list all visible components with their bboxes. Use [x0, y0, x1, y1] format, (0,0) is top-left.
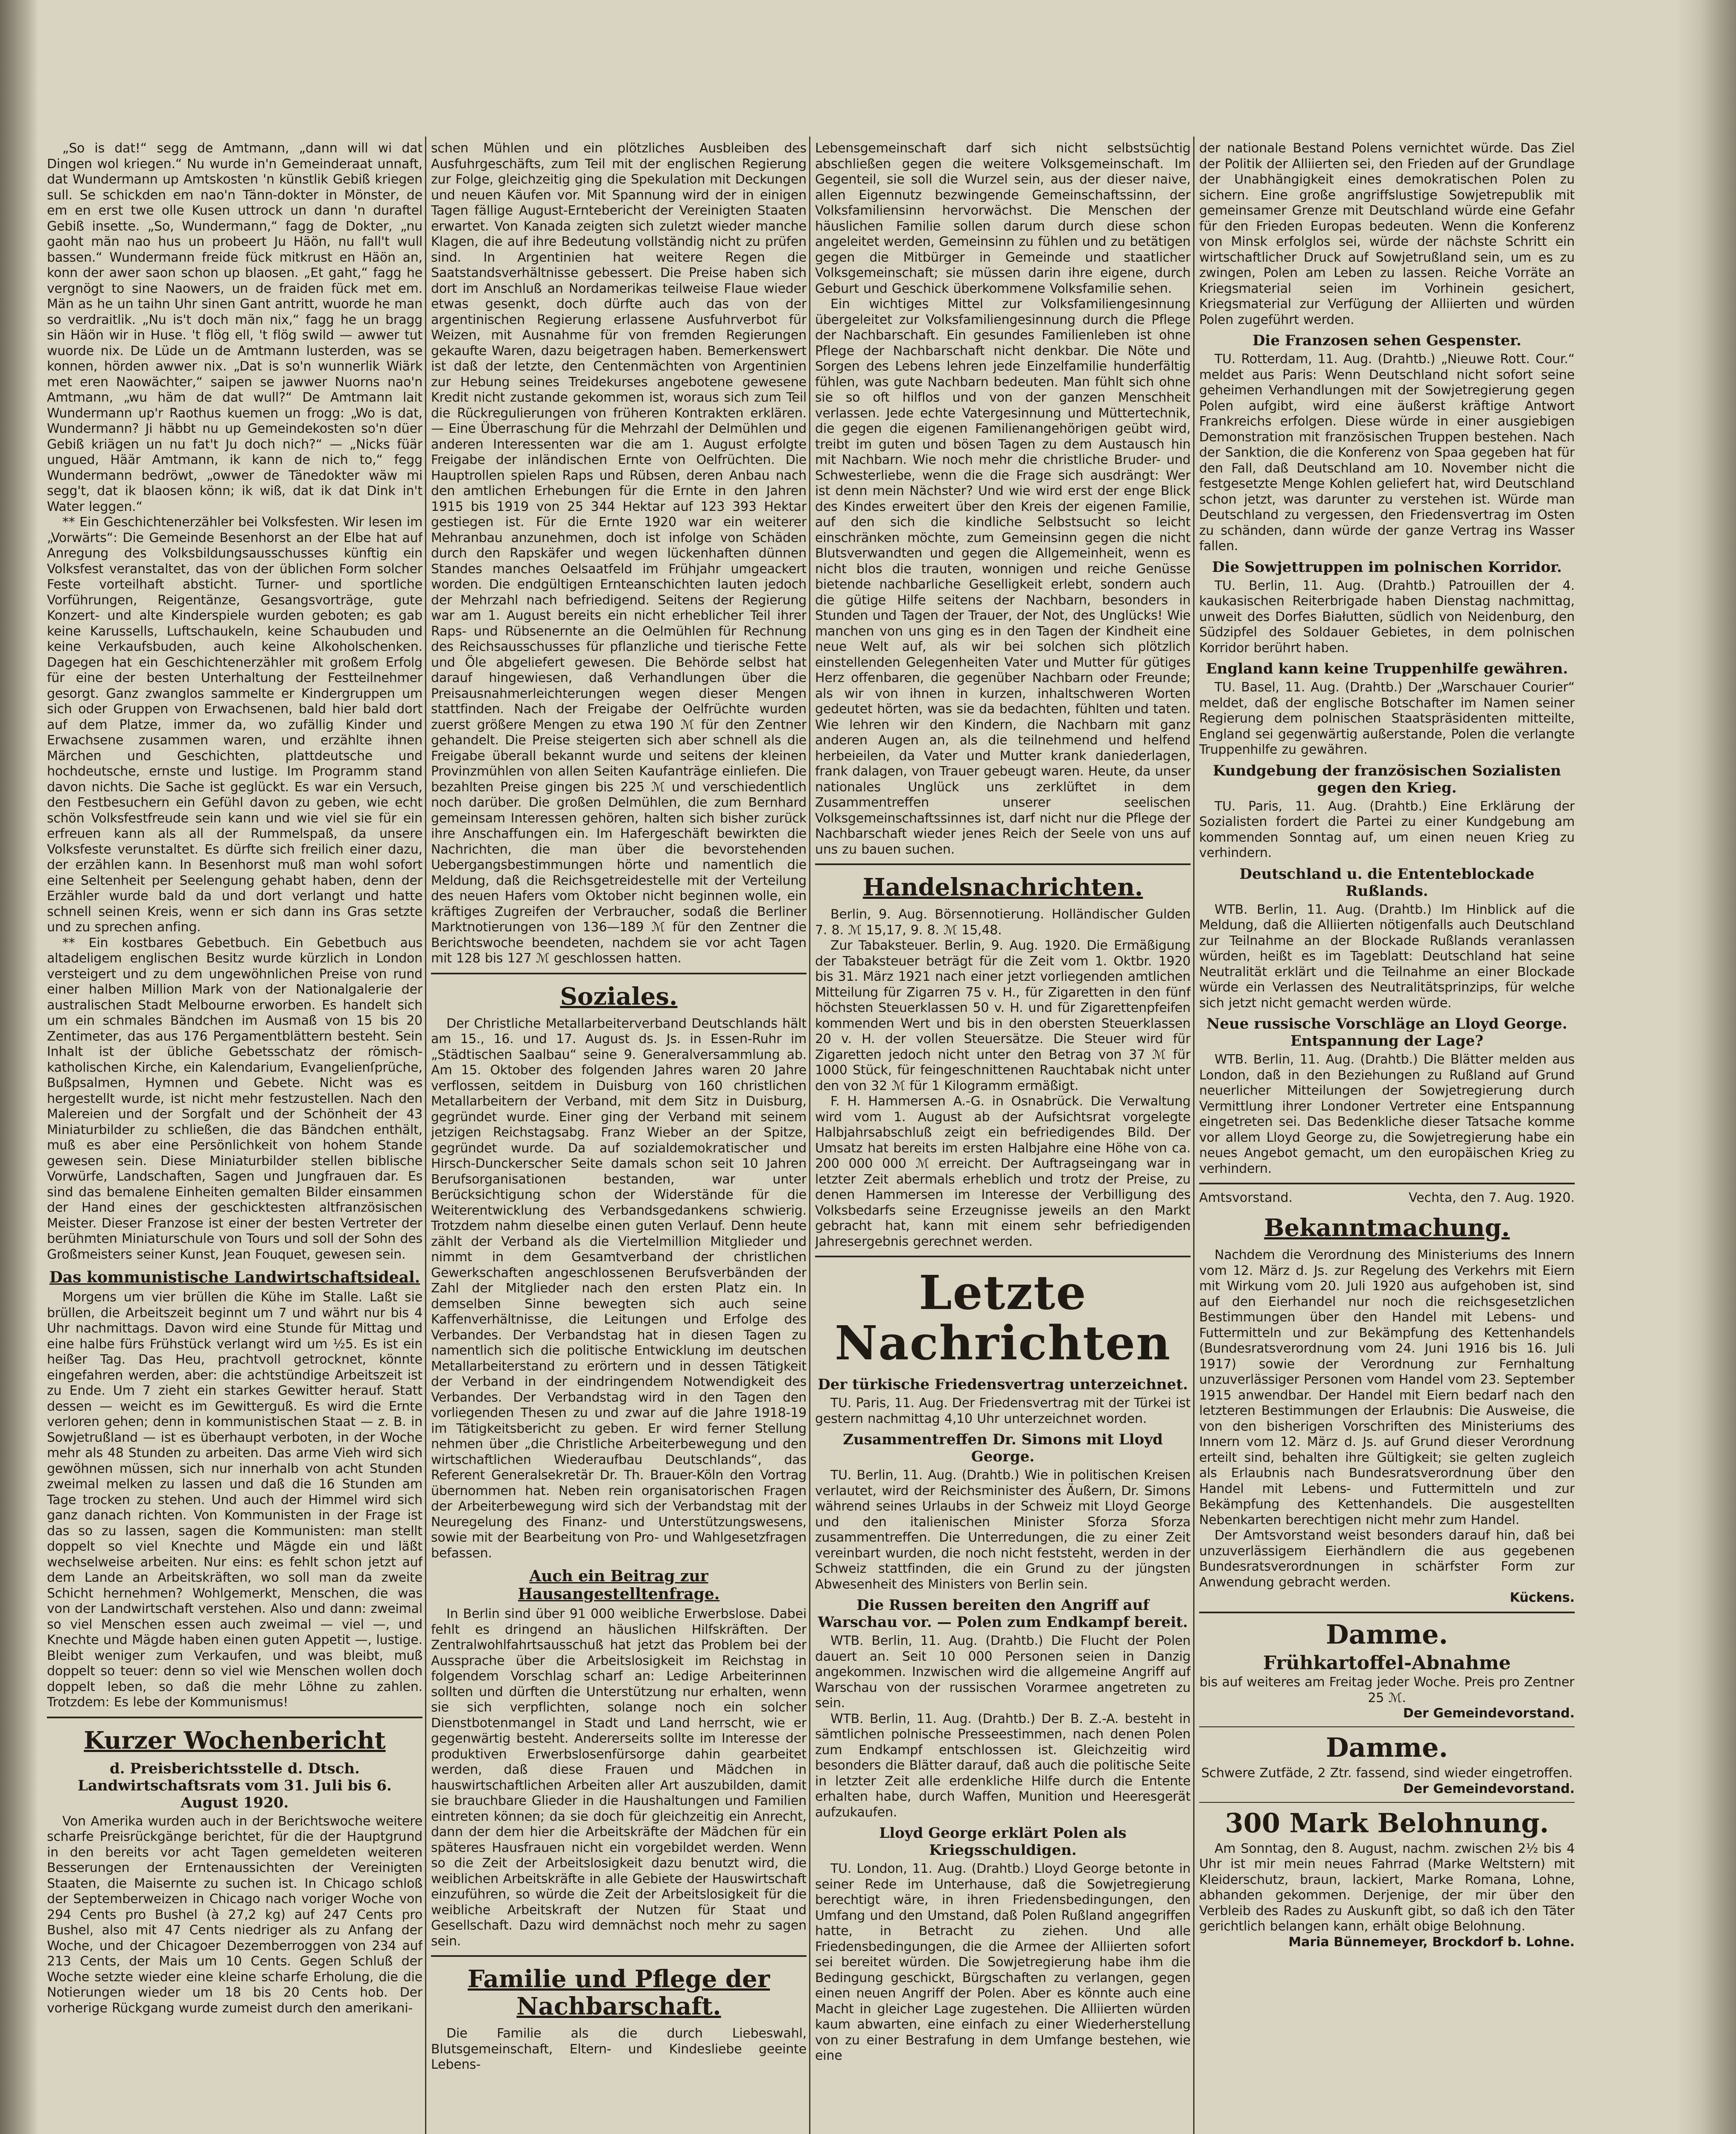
ad-signature: Der Gemeindevorstand.: [1403, 1781, 1575, 1796]
news-headline: Zusammentreffen Dr. Simons mit Lloyd George.: [843, 1431, 1163, 1465]
article-paragraph: Von Amerika wurden auch in der Berichtswoche weitere scharfe Preisrückgänge berichtet, für die der Hauptgrund in den bereits vor acht Tagen gemeldeten weiteren Besserungen der Erntenaussichten der Vereinigten Staaten, die Maisernte zu suchen ist. In Chicago schloß der Septemberweizen in Chicago nach voriger Woche von 294 Cents pro Bushel (à 27,2 kg) auf 247 Cents pro Bushel, also mit 47 Cents niedriger als zu Anfang der Woche, und der Chicagoer Dezemberroggen von 234 auf 213 Cents, der Mais um 10 Cents. Gegen Schluß der Woche setzte wieder eine kleine scharfe Erholung, die die Notierungen wieder um 18 bis 20 Cents hob. Der vorherige Rückgang wurde zumeist durch den amerikani-: [47, 1813, 422, 2016]
news-headline: Neue russische Vorschläge an Lloyd George. Entspannung der Lage?: [1206, 1015, 1567, 1050]
section-rule: [815, 1256, 1191, 1257]
article-paragraph: schen Mühlen und ein plötzliches Ausbleiben des Ausfuhrgeschäfts, zum Teil mit der englischen Regierung zur Folge, gleichzeitig ging die Spekulation mit Deckungen und neuen Käufen vor. Mit Spannung wird der in einigen Tagen fällige August-Erntebericht der Vereinigten Staaten erwartet. Von Kanada zeigten sich zuletzt wieder manche Klagen, die auf ihre Bedeutung vollständig nicht zu prüfen sind. In Argentinien hat weitere Regen die Saatstandsverhältnisse gebessert. Die Preise haben sich dort im Anschluß an Nordamerikas teilweise Flaue wieder etwas gesenkt, doch dürfte auch das von der argentinischen Regierung erlassene Ausfuhrverbot für Weizen, mit Ausnahme für von fremden Regierungen gekaufte Waren, dazu beigetragen haben. Bemerkenswert ist daß der letzte, den Centenmächten von Argentinien zur Hebung seines Treidekurses angebotene gewesene Kredit nicht zustande gekommen ist, woraus sich zum Teil die Rückregulierungen von früheren Kontrakten erklären. — Eine Überraschung für die Mehrzahl der Delmühlen und anderen Interessenten war die am 1. August erfolgte Freigabe der inländischen Ernte von Oelfrüchten. Die Hauptrollen spielen Raps und Rübsen, deren Anbau nach den amtlichen Erhebungen für die Ernte in den Jahren 1915 bis 1919 von 25 344 Hektar auf 123 393 Hektar gestiegen ist. Für die Ernte 1920 war ein weiterer Mehranbau anzunehmen, doch ist infolge von Schäden durch den Rapskäfer und wegen lückenhaften dünnen Standes manches Oelsaatfeld im Frühjahr umgeackert worden. Die endgültigen Ernteanschichten lauten jedoch der Mehrzahl nach befriedigend. Seitens der Regierung war am 1. August bereits ein nicht erheblicher Teil ihrer Raps- und Rübsenernte an die Oelmühlen für Rechnung des Reichsausschusses für pflanzliche und tierische Fette und Öle abgeliefert gewesen. Die Behörde selbst hat darauf hingewiesen, daß Verhandlungen über die Preisausnahmerleichterungen wegen dieser Mengen stattfinden. Nach der Freigabe der Oelfrüchte wurden zuerst größere Mengen zu etwa 190 ℳ für den Zentner gehandelt. Die Preise steigerten sich aber schnell als die Freigabe überall bekannt wurde und seitens der kleinen Provinzmühlen von allen Seiten Kaufanträge einliefen. Die bezahlten Preise gingen bis 225 ℳ und verschiedentlich noch darüber. Die großen Delmühlen, die zum Bernhard gemeinsam Interessen gehören, halten sich bisher zurück ihre Anschaffungen ein. Im Hafergeschäft bewirkten die Nachrichten, die man über die bevorstehenden Uebergangsbestimmungen hörte und namentlich die Meldung, daß die Reichsgetreidestelle mit der Verteilung des neuen Hafers vom Oktober nicht beginnen wolle, ein kräftiges Zugreifen der Verbraucher, sodaß die Berliner Marktnotierungen von 136—189 ℳ für den Zentner die Berichtswoche beendeten, nachdem sie vor acht Tagen mit 128 bis 127 ℳ geschlossen hatten.: [431, 141, 807, 966]
announcement-signature: Kückens.: [1510, 1590, 1575, 1605]
column-4: [1199, 141, 1575, 2134]
ad-heading: 300 Mark Belohnung.: [1225, 1807, 1549, 1839]
article-paragraph: TU. Paris, 11. Aug. (Drahtb.) Eine Erklärung der Sozialisten fordert die Partei zu einer Kundgebung am kommenden Sonntag auf, um einen neuen Krieg zu verhindern.: [1199, 799, 1575, 860]
section-rule: [431, 1955, 807, 1957]
article-paragraph: In Berlin sind über 91 000 weibliche Erwerbslose. Dabei fehlt es dringend an häuslichen Hilfskräften. Der Zentralwohlfahrtsausschuß hat jetzt das Problem bei der Aussprache über die Arbeitslosigkeit im Reichstag in folgendem Vorschlag scharf an: Ledige Arbeiterinnen sollten und dürften die Unterstützung nur erhalten, wenn sie sich verpflichten, solange noch ein solcher Dienstbotenmangel in Stadt und Land herrscht, wie er gegenwärtig besteht. Andererseits sollte im Interesse der produktiven Erwerbslosenfürsorge dahin gearbeitet werden, daß diese Frauen und Mädchen in hauswirtschaftlichen Arbeiten aller Art auszubilden, damit sie brauchbare Glieder in die Haushaltungen und Familien eintreten können; da sie doch für gleichzeitig ein Anrecht, dann der dem hier die Arbeitskräfte der Mädchen für ein späteres Hausfrauen nicht ein vorgebildet werden. Wenn so die Zeit der Arbeitslosigkeit dazu benutzt wird, die weiblichen Arbeitskräfte in alle Gebiete der Hauswirtschaft einzuführen, so würde die Zeit der Arbeitslosigkeit für die weibliche Arbeitskraft der Nutzen für Staat und Gesellschaft. Dazu wird demnächst noch mehr zu sagen sein.: [431, 1606, 807, 1949]
ad-subheading: Frühkartoffel-Abnahme: [1263, 1652, 1511, 1674]
announcement-title: Bekanntmachung.: [1264, 1214, 1510, 1242]
news-headline: England kann keine Truppenhilfe gewähren.: [1206, 660, 1568, 677]
article-paragraph: WTB. Berlin, 11. Aug. (Drahtb.) Die Blätter melden aus London, daß in den Beziehungen zu Rußland auf Grund neuerlicher Mitteilungen der Sowjetregierung durch Vermittlung ihrer Londoner Vertreter eine Entspannung eingetreten sei. Das Bedenkliche dieser Tatsache komme vor allem Lloyd George zu, die Sowjetregierung habe ein neues Angebot gemacht, um den europäischen Krieg zu verhindern.: [1199, 1052, 1575, 1176]
section-heading: Handelsnachrichten.: [862, 873, 1143, 901]
section-heading: Letzte Nachrichten: [834, 1265, 1171, 1370]
article-paragraph: Berlin, 9. Aug. Börsennotierung. Holländischer Gulden 7. 8. ℳ 15,17, 9. 8. ℳ 15,48.: [815, 907, 1191, 938]
announcement-authority: Amtsvorstand.: [1199, 1190, 1293, 1205]
news-headline: Die Sowjettruppen im polnischen Korridor.: [1212, 558, 1562, 576]
section-rule: [815, 863, 1191, 865]
article-paragraph: F. H. Hammersen A.-G. in Osnabrück. Die Verwaltung wird vom 1. August ab der Aufsichtsrat vorgelegte Halbjahrsabschluß zeigt ein befriedigendes Bild. Der Umsatz hat bereits im ersten Halbjahre eine Höhe von ca. 200 000 000 ℳ erreicht. Der Auftragseingang war in letzter Zeit abermals erheblich und trotz der Preise, zu denen Hammersen im Interesse der Verbilligung des Volksbedarfs seine Erzeugnisse jeweils an den Markt gebracht hat, kann mit einem sehr befriedigenden Jahresergebnis gerechnet werden.: [815, 1094, 1191, 1249]
news-headline: Der türkische Friedensvertrag unterzeichnet.: [818, 1376, 1188, 1393]
announcement-paragraph: Nachdem die Verordnung des Ministeriums des Innern vom 12. März d. Js. zur Regelung des Verkehrs mit Eiern mit Wirkung vom 20. Juli 1920 aus aufgehoben ist, sind auf den Eierhandel nur noch die reichsgesetzlichen Bestimmungen über den Handel mit Lebens- und Futtermitteln und zur Bekämpfung des Kettenhandels (Bundesratsverordnung vom 24. Juni 1916 bis 16. Juli 1917) sowie der Verordnung zur Fernhaltung unzuverlässiger Personen vom Handel vom 23. September 1915 anwendbar. Der Handel mit Eiern bedarf nach den letzteren Bestimmungen der Erlaubnis: Die Ausweise, die von den bisherigen Vorschriften des Ministeriums des Innern vom 12. März d. Js. auf Grund dieser Verordnung erteilt sind, behalten ihre Gültigkeit; sie gelten zugleich als Erlaubnis nach Bundesratsverordnung über den Handel mit Lebens- und Futtermitteln und zur Bekämpfung des Kettenhandels. Die ausgestellten Nebenkarten berechtigen nicht mehr zum Handel.: [1199, 1248, 1575, 1528]
section-subheading: d. Preisberichtsstelle d. Dtsch. Landwirtschaftsrats vom 31. Juli bis 6. August 1920.: [78, 1760, 392, 1811]
ad-rule: [1199, 1726, 1575, 1727]
ad-text: Schwere Zutfäde, 2 Ztr. fassend, sind wieder eingetroffen.: [1201, 1766, 1573, 1781]
column-divider: [425, 137, 426, 2134]
section-rule: [47, 1717, 422, 1718]
article-paragraph: Morgens um vier brüllen die Kühe im Stalle. Laßt sie brüllen, die Arbeitszeit beginnt um 7 und währt nur bis 4 Uhr nachmittags. Davon wird eine Stunde für Mittag und eine halbe fürs Frühstück verlangt wird um ½5. Es ist ein heißer Tag. Das Heu, prachtvoll getrocknet, könnte eingefahren werden, aber: die achtstündige Arbeitszeit ist zu Ende. Um 7 zieht ein starkes Gewitter herauf. Statt dessen — weicht es im Gewitterguß. Es wird die Ernte verloren gehen; denn in kommunistischen Staat — z. B. in Sowjetrußland — ist es überhaupt verboten, in der Woche mehr als 48 Stunden zu arbeiten. Das arme Vieh wird sich gewöhnen müssen, sich nur innerhalb von acht Stunden zweimal melken zu lassen und daß die 16 Stunden am Tage trocken zu stehen. Und auch der Himmel wird sich ganz danach richten. Von Kommunisten in der Frage ist das so zu lassen, sagen die Kommunisten: man stellt doppelt so viel Knechte und Mägde ein und läßt wechselweise arbeiten. Nur eins: es fehlt schon jetzt auf dem Lande an Arbeitskräften, wo soll man da zweite Schicht hernehmen? Wohlgemerkt, Menschen, die was von der Landwirtschaft verstehen. Also und dann: zweimal so viel Menschen essen auch zweimal — viel —, und Knechte und Mägde haben einen guten Appetit —, lustige. Bleibt weniger zum Verkaufen, und was bleibt, muß doppelt so teuer: denn so viel wie Menschen wollen doch doppelt leben, so daß die mehr Löhne zu zahlen. Trotzdem: Es lebe der Kommunismus!: [47, 1290, 422, 1710]
column-divider: [1193, 137, 1194, 2134]
announcement-paragraph: Der Amtsvorstand weist besonders darauf hin, daß bei unzuverlässigem Eierhändlern die aus gegebenen Bundesratsverordnungen in schärfster Form zur Anwendung gebracht werden.: [1199, 1528, 1575, 1590]
article-paragraph: Der Christliche Metallarbeiterverband Deutschlands hält am 15., 16. und 17. August ds. Js. in Essen-Ruhr im „Städtischen Saalbau“ seine 9. Generalversammlung ab. Am 15. Oktober des folgenden Jahres waren 20 Jahre verflossen, seitdem in Duisburg von 160 christlichen Metallarbeitern der Verband, mit dem Sitz in Duisburg, gegründet wurde. Einer ging der Verband mit seinem jetzigen Reichstagsabg. Franz Wieber an der Spitze, gegründet wurde. Da auf sozialdemokratischer und Hirsch-Dunckerscher Seite damals schon seit 10 Jahren Berufsorganisationen bestanden, war unter Berücksichtigung schon der Widerstände für die Weiterentwicklung des Verbandsgedankens schwierig. Trotzdem nahm dieselbe einen guten Verlauf. Denn heute zählt der Verband als die Viertelmillion Mitglieder und nimmt in dem Gesamtverband der christlichen Gewerkschaften angeschlossenen Berufsverbänden der Zahl der Mitglieder nach den ersten Platz ein. In demselben Sinne bewegten sich auch seine Kaffenverhältnisse, die Leitungen und Erfolge des Verbandes. Der Verbandstag hat in diesen Tagen zu namentlich sich die politische Entwicklung im deutschen Metallarbeiterstand zu erörtern und in dessen Tätigkeit der Verband in der eindringendem Notwendigkeit des Verbandes. Der Verbandstag wird in den Tagen den vorliegenden Thesen zu und zwar auf die Jahre 1918-19 im Tätigkeitsbericht zu geben. Er wird ferner Stellung nehmen über „die Christliche Arbeiterbewegung und den wirtschaftlichen Wiederaufbau Deutschlands“, das Referent Generalsekretär Dr. Th. Brauer-Köln den Vortrag übernommen hat. Neben rein organisatorischen Fragen der Arbeiterbewegung wird sich der Verbandstag mit der Neuregelung des Finanz- und Unterstützungswesens, sowie mit der Bearbeitung von Pro- und Wahlgesetzfragen befassen.: [431, 1016, 807, 1561]
section-heading: Kurzer Wochenbericht: [84, 1726, 386, 1755]
column-2: [431, 141, 807, 2134]
article-paragraph: Zur Tabaksteuer. Berlin, 9. Aug. 1920. Die Ermäßigung der Tabaksteuer beträgt für die Zeit vom 1. Oktbr. 1920 bis 31. März 1921 nach einer jetzt vorliegenden amtlichen Mitteilung für Zigarren 75 v. H., für Zigaretten in den fünf höchsten Steuerklassen 50 v. H. und für Zigarettenpfeifen kommenden Wert und bis in den obersten Steuerklassen 20 v. H. der vollen Steuersätze. Die Steuer wird für Zigaretten jedoch nicht unter den Betrag von 37 ℳ für 1000 Stück, für feingeschnittenen Rauchtabak nicht unter den von 32 ℳ für 1 Kilogramm ermäßigt.: [815, 938, 1191, 1093]
news-headline: Die Franzosen sehen Gespenster.: [1252, 332, 1522, 349]
article-paragraph: TU. Berlin, 11. Aug. (Drahtb.) Wie in politischen Kreisen verlautet, wird der Reichsminister des Äußern, Dr. Simons während seines Urlaubs in der Schweiz mit Lloyd George und den italienischen Minister Sforza Sforza zusammentreffen. Die Unterredungen, die zu einer Zeit vereinbart wurden, die noch nicht feststeht, werden in der Schweiz stattfinden, die ein Grund zu der jüngsten Abwesenheit des Ministers von Berlin sein.: [815, 1468, 1191, 1592]
ad-signature: Der Gemeindevorstand.: [1403, 1706, 1575, 1721]
section-rule: [1199, 1183, 1575, 1184]
article-paragraph: WTB. Berlin, 11. Aug. (Drahtb.) Im Hinblick auf die Meldung, daß die Alliierten nötigenfalls auch Deutschland zur Teilnahme an der Blockade Rußlands veranlassen würden, heißt es im Tageblatt: Deutschland hat seine Neutralität erklärt und die Teilnahme an einer Blockade würde ein Verlassen des Neutralitätsprinzips, für welche sich jetzt nicht gemacht werden würde.: [1199, 902, 1575, 1011]
ad-rule: [1199, 1802, 1575, 1803]
section-heading: Das kommunistische Landwirtschaftsideal.: [49, 1268, 420, 1286]
article-paragraph: TU. London, 11. Aug. (Drahtb.) Lloyd George betonte in seiner Rede im Unterhause, daß die Sowjetregierung berechtigt wäre, in ihren Friedensbedingungen, den Umfang und den Umstand, daß Polen Rußland angegriffen hatte, in Betracht zu ziehen. Und alle Friedensbedingungen, die die Armee der Alliierten sofort sei bereitet würden. Die Sowjetregierung habe ihm die Bedingung geschickt, Bürgschaften zu verlangen, gegen einen neuen Angriff der Polen. Aber es könnte auch eine Macht in gleicher Lage zugestehen. Die Alliierten würden kaum abwarten, eine einfach zu einer Wiederherstellung von zu einer Bestrafung in dem Umfange bestehen, wie eine: [815, 1861, 1191, 2063]
ad-text: bis auf weiteres am Freitag jeder Woche. Preis pro Zentner 25 ℳ.: [1199, 1675, 1575, 1705]
article-paragraph: TU. Paris, 11. Aug. Der Friedensvertrag mit der Türkei ist gestern nachmittag 4,10 Uhr unterzeichnet worden.: [815, 1396, 1191, 1426]
announcement-dateline: [1199, 1190, 1575, 1206]
section-heading: Soziales.: [560, 982, 678, 1011]
article-paragraph: ** Ein Geschichtenerzähler bei Volksfesten. Wir lesen im „Vorwärts“: Die Gemeinde Besenhorst an der Elbe hat auf Anregung des Volksbildungsausschusses künftig ein Volksfest veranstaltet, das von der üblichen Form solcher Feste vorteilhaft absticht. Turner- und sportliche Vorführungen, Reigentänze, Gesangsvorträge, gute Konzert- und alte Kinderspiele wurden geboten; es gab keine Karussells, Luftschaukeln, keine Schaubuden und keine Verkaufsbuden, auch keine Alkoholschenken. Dagegen hat ein Geschichtenerzähler mit großem Erfolg für eine der besten Unterhaltung der Festteilnehmer gesorgt. Ganz zwanglos sammelte er Kindergruppen um sich oder Gruppen von Erwachsenen, bald hier bald dort auf dem Platze, immer da, wo zufällig Kinder und Erwachsene zusammen waren, und erzählte ihnen Märchen und Geschichten, plattdeutsche und hochdeutsche, ernste und lustige. Im Programm stand davon nichts. Die Sache ist geglückt. Es war ein Versuch, den Festbesuchern ein Gefühl davon zu geben, wie echt schön Volksfestfreude sein kann und wie viel sie für ein erfreuen kann als all der Rummelspaß, da unsere Volksfeste verunstaltet. Es dürfte sich freilich einer dazu, der erzählen kann. In Besenhorst muß man wohl sofort eine Seltenheit per Seelengung gehabt haben, denn der Erzähler wurde bald da und dort verlangt und hatte schnell seinen Kreis, wenn er sich dann ins Gras setzte und zu sprechen anfing.: [47, 515, 422, 935]
ad-text: Am Sonntag, den 8. August, nachm. zwischen 2½ bis 4 Uhr ist mir mein neues Fahrrad (Marke Weltstern) mit Kleiderschutz, braun, lackiert, Marke Romana, Lohne, abhanden gekommen. Derjenige, der mir über den Verbleib des Rades zu Auskunft gibt, so daß ich den Täter gerichtlich belangen kann, erhält obige Belohnung.: [1199, 1841, 1575, 1934]
news-headline: Kundgebung der französischen Sozialisten gegen den Krieg.: [1213, 762, 1561, 796]
section-rule: [1199, 1612, 1575, 1613]
section-heading: Familie und Pflege der Nachbarschaft.: [467, 1965, 770, 2020]
article-paragraph: WTB. Berlin, 11. Aug. (Drahtb.) Die Flucht der Polen dauert an. Seit 10 000 Personen seien in Danzig angekommen. Inzwischen wird die allgemeine Angriff auf Warschau von der russischen Vorarmee angetreten zu sein.: [815, 1633, 1191, 1711]
ad-heading: Damme.: [1325, 1732, 1448, 1763]
section-rule: [431, 973, 807, 974]
article-paragraph: Lebensgemeinschaft darf sich nicht selbstsüchtig abschließen gegen die weitere Volksgemeinschaft. Im Gegenteil, sie soll die Wurzel sein, aus der dieser naive, allen Eigennutz bezwingende Gemeinschaftssinn, der Volksfamiliensinn hervorwächst. Die Menschen der häuslichen Familie sollen darum durch diese schon angeleitet werden, Gemeinsinn zu fühlen und zu betätigen gegen die Mitbürger in Gemeinde und staatlicher Volksgemeinschaft; sie müssen darin ihre eigene, durch Geburt und Geschick überkommene Volksfamilie sehen.: [815, 141, 1191, 296]
article-paragraph: Ein wichtiges Mittel zur Volksfamiliengesinnung übergeleitet zur Volksfamiliengesinnung durch die Pflege der Nachbarschaft. Ein gesundes Familienleben ist ohne Pflege der Nachbarschaft nicht denkbar. Die Nöte und Sorgen des Lebens lehren jede Einzelfamilie hunderfältig fühlen, was gute Nachbarn bedeuten. Man fühlt sich ohne sie so oft hilflos und von der ganzen Menschheit verlassen. Jede echte Vatergesinnung und Müttertechnik, die gegen die eigenen Familienangehörigen geübt wird, treibt im guten und bösen Tagen zu dem Austausch hin mit Nachbarn. Wie noch mehr die christliche Bruder- und Schwesterliebe, wenn die die Frage sich ausdrängt: Wer ist denn mein Nächster? Und wie wird erst der enge Blick des Kindes erweitert über den Kreis der eigenen Familie, auf den sich die kindliche Selbstsucht so leicht einschränken möchte, zum Gemeinsinn gegen die nicht Blutsverwandten und gegen die Allgemeinheit, wenn es nicht blos die trauten, wonnigen und reiche Genüsse bietende nachbarliche Geselligkeit erlebt, sondern auch die gütige Hilfe seitens der Nachbarn, besonders in Stunden und Tagen der Trauer, der Not, des Unglücks! Wie manchen von uns ging es in den Tagen der Kindheit eine neue Welt auf, als wir bei solchen sich plötzlich einstellenden Gelegenheiten Vater und Mutter für gütiges Herz offenbaren, die gegenüber Nachbarn oder Freunde; als wir von ihnen in kurzen, inhaltschweren Worten gedeutet hörten, was sie da bedachten, fühlten und taten. Wie lehren wir den Kindern, die Nachbarn mit ganz anderen Augen an, als die teilnehmend und helfend herbeieilen, da Vater und Mutter krank daniederlagen, frank dalagen, von Trauer gebeugt waren. Heute, da unser nationales Unglück uns zerklüftet in dem Zusammentreffen unserer seelischen Volksgemeinschaftssinnes ist, darf nicht nur die Pflege der Nachbarschaft wieder jenes Reich der Seele von uns auf uns zu bauen suchen.: [815, 297, 1191, 857]
ad-heading: Damme.: [1325, 1619, 1448, 1650]
article-paragraph: „So is dat!“ segg de Amtmann, „dann will wi dat Dingen wol kriegen.“ Nu wurde in'n Gemeinderaat unnaft, dat Wundermann up Amtskosten 'n künstlik Gebiß kriegen sull. Se schickden em nao'n Tänn-dokter in Mönster, de em en erst twe olle Kusen uttrock un dann 'n duraftel Gebiß insette. „So, Wundermann,“ fagg de Dokter, „nu gaoht män nao hus un probeert Ju Häön, nu fall't wull bassen.“ Wundermann freide fück mitkrust en Häön an, konn der awer saon schon up blaosen. „Et gaht,“ fagg he vergnögt to sine Naowers, un de fraiden fück met em. Män as he un taihn Uhr sinen Gant antritt, wuorde he man so verdraitlik. „Nu is't doch män nix,“ fagg he un bragg sin Häön wir in Huse. 't flög ell, 't flög swild — awwer tut wuorde nix. De Lüde un de Amtmann lusterden, was se konnen, hörden awwer nix. „Dat is so'n wunnerlik Wiärk met eren Naowächter,“ saipen se jawwer Nuorns nao'n Amtmann, „wu häm de dat wull?“ De Amtmann lait Wundermann up'r Raothus kuemen un frogg: „Wo is dat, Wundermann? Ji häbbt nu up Gemeindekosten so'n düer Gebiß kriägen un nu fat't Ju doch nich?“ — „Nicks füär ungued, Häär Amtmann, ik kann de nich to,“ fegg Wundermann bedröwt, „owwer de Tänedokter wäw mi segg't, dat ik blaosen könn; ik wiß, dat ik dat Dink in't Water leggen.“: [47, 141, 422, 514]
news-headline: Lloyd George erklärt Polen als Kriegsschuldigen.: [879, 1825, 1127, 1859]
scan-edge-right: [1676, 0, 1736, 2134]
article-paragraph: der nationale Bestand Polens vernichtet würde. Das Ziel der Politik der Alliierten sei, den Frieden auf der Grundlage der Unabhängigkeit eines demokratischen Polen zu sichern. Eine große angriffslustige Sowjetrepublik mit gemeinsamer Grenze mit Deutschland würde eine Gefahr für den Frieden Europas bedeuten. Wenn die Konferenz von Minsk erfolglos sei, würde der nächste Schritt ein wirtschaftlicher Druck auf Sowjetrußland sein, um es zu zwingen, Polen am Leben zu lassen. Reiche Vorräte an Kriegsmaterial seien im Vorhinein gesichert, Kriegsmaterial zur Verfügung der Alliierten und würden Polen zugeführt werden.: [1199, 141, 1575, 327]
news-headline: Die Russen bereiten den Angriff auf Warschau vor. — Polen zum Endkampf bereit.: [818, 1597, 1188, 1631]
ad-signature: Maria Bünnemeyer, Brockdorf b. Lohne.: [1288, 1934, 1575, 1950]
news-headline: Deutschland u. die Ententeblockade Rußlands.: [1239, 865, 1535, 900]
article-paragraph: WTB. Berlin, 11. Aug. (Drahtb.) Der B. Z.-A. besteht in sämtlichen polnische Presseestimmen, nach denen Polen zum Endkampf entschlossen ist. Gleichzeitig wird besonders die Blätter darauf, daß auch die politische Seite in letzter Zeit alle erdenkliche Hilfe durch die Entente erhalten habe, durch Waffen, Munition und Heeresgerät aufzukaufen.: [815, 1711, 1191, 1820]
article-paragraph: Die Familie als die durch Liebeswahl, Blutsgemeinschaft, Eltern- und Kindesliebe geeinte Lebens-: [431, 2026, 807, 2072]
article-paragraph: ** Ein kostbares Gebetbuch. Ein Gebetbuch aus altadeligem englischen Besitz wurde kürzlich in London versteigert und zu dem ungewöhnlichen Preise von rund einer halben Million Mark von der Nationalgalerie der australischen Stadt Melbourne erworben. Es handelt sich um ein schmales Bändchen im Ausmaß von 15 bis 20 Zentimeter, das aus 176 Pergamentblättern besteht. Sein Inhalt ist der übliche Gebetsschatz der römisch-katholischen Kirche, ein Kalendarium, Evangelienſprüche, Bußpsalmen, Hymnen und Gebete. Nicht was es hergestellt wurde, ist nicht mehr festzustellen. Nach den Malereien und der Sorgfalt und der Schönheit der 43 Miniaturbilder zu schließen, die das Bändchen enthält, muß es aber eine Persönlichkeit von hohem Stande gewesen sein. Diese Miniaturbilder stellen biblische Vorwürfe, Landschaften, Sagen und Jungfrauen dar. Es sind das bemalene Einheiten gemalten Bilder einsammen der Hand eines der geschicktesten altfranzösischen Meister. Dieser Franzose ist einer der besten Vertreter der berühmten Miniaturschule von Tours und soll der Sohn des Großmeisters seiner Kunst, Jean Fouquet, gewesen sein.: [47, 935, 422, 1262]
article-paragraph: TU. Basel, 11. Aug. (Drahtb.) Der „Warschauer Courier“ meldet, daß der englische Botschafter im Namen seiner Regierung dem polnischen Staatspräsidenten mitteilte, England sei gegenwärtig außerstande, Polen die verlangte Truppenhilfe zu gewähren.: [1199, 680, 1575, 757]
column-3: [815, 141, 1191, 2134]
article-paragraph: TU. Berlin, 11. Aug. (Drahtb.) Patrouillen der 4. kaukasischen Reiterbrigade haben Dienstag nachmittag, unweit des Dorfes Białutten, südlich von Neidenburg, den Südzipfel des Soldauer Gebietes, in dem polnischen Korridor berührt haben.: [1199, 578, 1575, 656]
announcement-date: Vechta, den 7. Aug. 1920.: [1408, 1190, 1575, 1205]
scan-edge-left: [0, 0, 38, 2134]
article-paragraph: TU. Rotterdam, 11. Aug. (Drahtb.) „Nieuwe Rott. Cour.“ meldet aus Paris: Wenn Deutschland nicht sofort seine geheimen Verhandlungen mit der Sowjetregierung gegen Polen aufgibt, wird eine äußerst kräftige Antwort Frankreichs erfolgen. Diese würde in einer ausgiebigen Demonstration mit französischen Truppen bestehen. Nach der Sanktion, die die Konferenz von Spaa gegeben hat für den Fall, daß Deutschland am 10. November nicht die festgesetzte Menge Kohlen geliefert hat, wird Deutschland schon jetzt, was darunter zu verstehen ist. Würde man Deutschland zu vergessen, den Friedensvertrag im Osten zu schänden, dann würde der ganze Vertrag ins Wasser fallen.: [1199, 352, 1575, 554]
column-1: [47, 141, 422, 2134]
column-divider: [809, 137, 810, 2134]
section-heading: Auch ein Beitrag zur Hausangestelltenfrage.: [518, 1567, 720, 1603]
